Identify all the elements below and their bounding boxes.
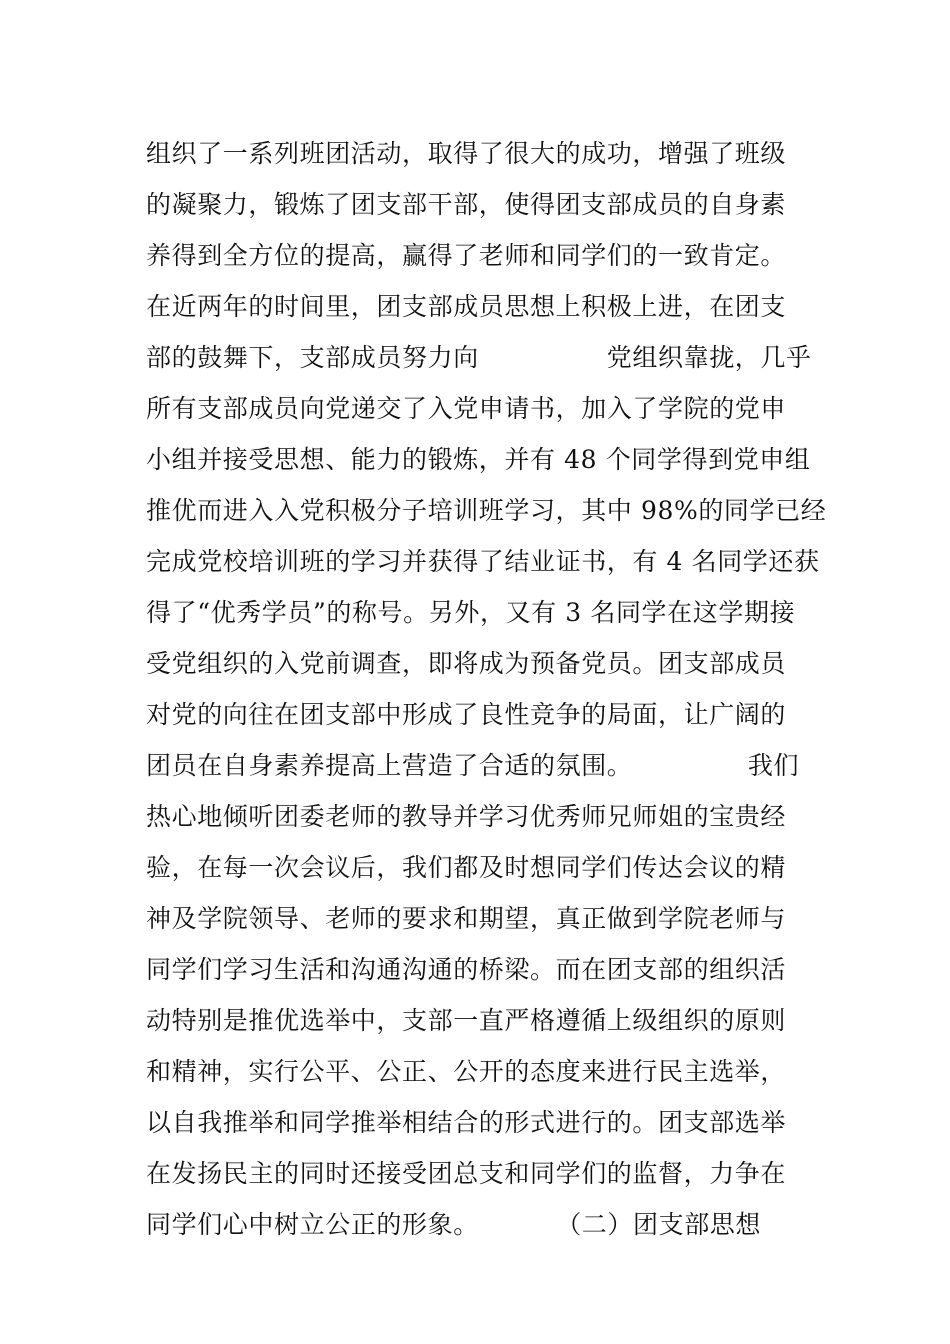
text-line: 受党组织的入党前调查，即将成为预备党员。团支部成员 — [146, 649, 787, 678]
text-line: 组织了一系列班团活动，取得了很大的成功，增强了班级 — [146, 139, 787, 168]
text-line: 动特别是推优选举中，支部一直严格遵循上级组织的原则 — [146, 1006, 787, 1035]
text-line: 推优而进入入党积极分子培训班学习，其中 98%的同学已经 — [146, 496, 827, 525]
text-line: 得了“优秀学员”的称号。另外，又有 3 名同学在这学期接 — [146, 598, 796, 627]
text-line: 所有支部成员向党递交了入党申请书，加入了学院的党申 — [146, 394, 787, 423]
text-line: 同学们心中树立公正的形象。 （二）团支部思想 — [146, 1210, 762, 1239]
text-line: 部的鼓舞下，支部成员努力向 党组织靠拢，几乎 — [146, 343, 812, 372]
text-line: 对党的向往在团支部中形成了良性竞争的局面，让广阔的 — [146, 700, 787, 729]
text-line: 的凝聚力，锻炼了团支部干部，使得团支部成员的自身素 — [146, 190, 787, 219]
text-line: 团员在自身素养提高上营造了合适的氛围。 我们 — [146, 751, 800, 780]
body-text — [146, 128, 827, 1250]
text-line: 神及学院领导、老师的要求和期望，真正做到学院老师与 — [146, 904, 787, 933]
text-line: 养得到全方位的提高，赢得了老师和同学们的一致肯定。 — [146, 241, 787, 270]
text-line: 同学们学习生活和沟通沟通的桥梁。而在团支部的组织活 — [146, 955, 787, 984]
text-line: 验，在每一次会议后，我们都及时想同学们传达会议的精 — [146, 853, 787, 882]
text-line: 热心地倾听团委老师的教导并学习优秀师兄师姐的宝贵经 — [146, 802, 787, 831]
text-line: 在近两年的时间里，团支部成员思想上积极上进，在团支 — [146, 292, 787, 321]
text-line: 完成党校培训班的学习并获得了结业证书，有 4 名同学还获 — [146, 547, 820, 576]
text-line: 和精神，实行公平、公正、公开的态度来进行民主选举， — [146, 1057, 787, 1086]
text-line: 在发扬民主的同时还接受团总支和同学们的监督，力争在 — [146, 1159, 787, 1188]
text-line: 小组并接受思想、能力的锻炼，并有 48 个同学得到党申组 — [146, 445, 811, 474]
text-line: 以自我推举和同学推举相结合的形式进行的。团支部选举 — [146, 1108, 787, 1137]
